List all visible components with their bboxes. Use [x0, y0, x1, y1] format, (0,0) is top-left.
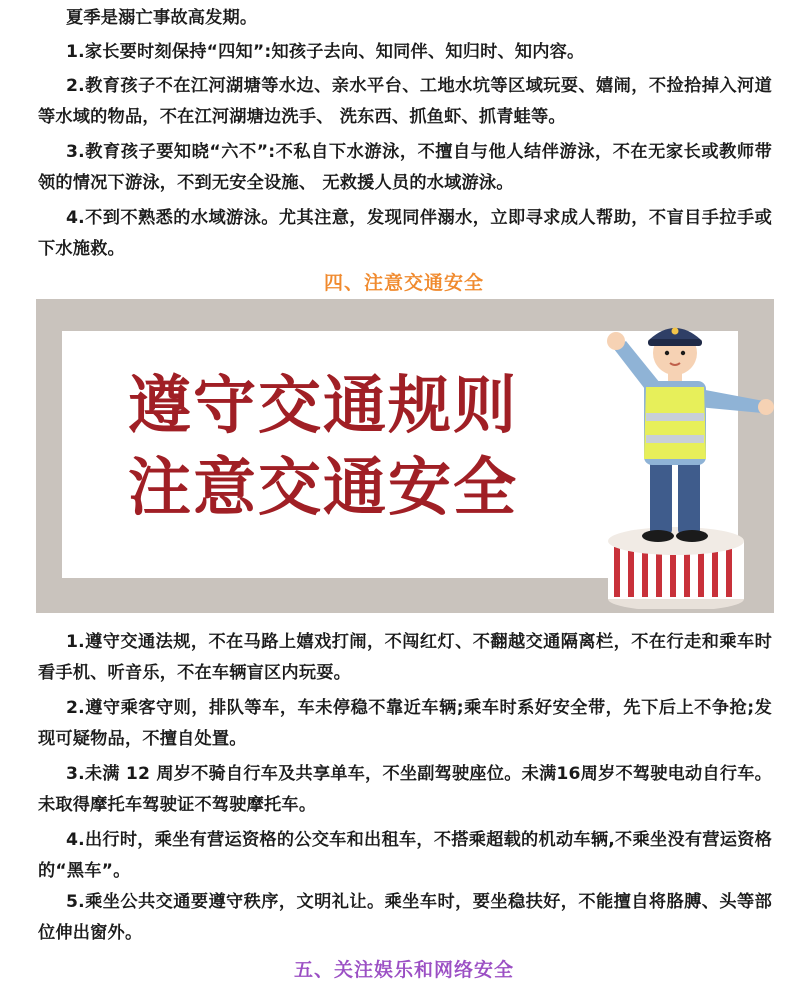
water-safety-item-3: 3.教育孩子要知晓“六不”:不私自下水游泳，不擅自与他人结伴游泳，不在无家长或教师带领的情况下游泳，不到无安全设施、 无救援人员的水域游泳。 — [38, 142, 772, 193]
traffic-safety-item-1: 1.遵守交通法规，不在马路上嬉戏打闹，不闯红灯、不翻越交通隔离栏，不在行走和乘车时看手机、听音乐，不在车辆盲区内玩耍。 — [38, 632, 772, 683]
intro-paragraph: 夏季是溺亡事故高发期。 — [66, 8, 258, 28]
section-4-heading: 四、注意交通安全 — [323, 272, 484, 294]
traffic-safety-item-4: 4.出行时，乘坐有营运资格的公交车和出租车，不搭乘超载的机动车辆,不乘坐没有营运资格的“黑车”。 — [38, 830, 772, 881]
traffic-safety-banner — [36, 299, 774, 613]
traffic-safety-item-2: 2.遵守乘客守则，排队等车，车未停稳不靠近车辆;乘车时系好安全带，先下后上不争抢;发现可疑物品，不擅自处置。 — [38, 698, 772, 749]
water-safety-item-4: 4.不到不熟悉的水域游泳。尤其注意，发现同伴溺水，立即寻求成人帮助，不盲目手拉手或下水施救。 — [38, 208, 772, 259]
banner-slogan-line-1: 遵守交通规则 — [128, 369, 518, 442]
banner-slogan-line-2: 注意交通安全 — [128, 451, 518, 524]
section-5-heading: 五、关注娱乐和网络安全 — [293, 959, 514, 981]
water-safety-item-1: 1.家长要时刻保持“四知”:知孩子去向、知同伴、知归时、知内容。 — [66, 42, 585, 62]
water-safety-item-2: 2.教育孩子不在江河湖塘等水边、亲水平台、工地水坑等区域玩耍、嬉闹，不捡拾掉入河道等水域的物品，不在江河湖塘边洗手、 洗东西、抓鱼虾、抓青蛙等。 — [38, 76, 772, 127]
traffic-police-icon — [596, 309, 774, 609]
traffic-safety-item-3: 3.未满 12 周岁不骑自行车及共享单车，不坐副驾驶座位。未满16周岁不驾驶电动自行车。未取得摩托车驾驶证不驾驶摩托车。 — [38, 764, 772, 815]
traffic-safety-item-5: 5.乘坐公共交通要遵守秩序，文明礼让。乘坐车时，要坐稳扶好，不能擅自将胳膊、头等部位伸出窗外。 — [38, 892, 772, 943]
